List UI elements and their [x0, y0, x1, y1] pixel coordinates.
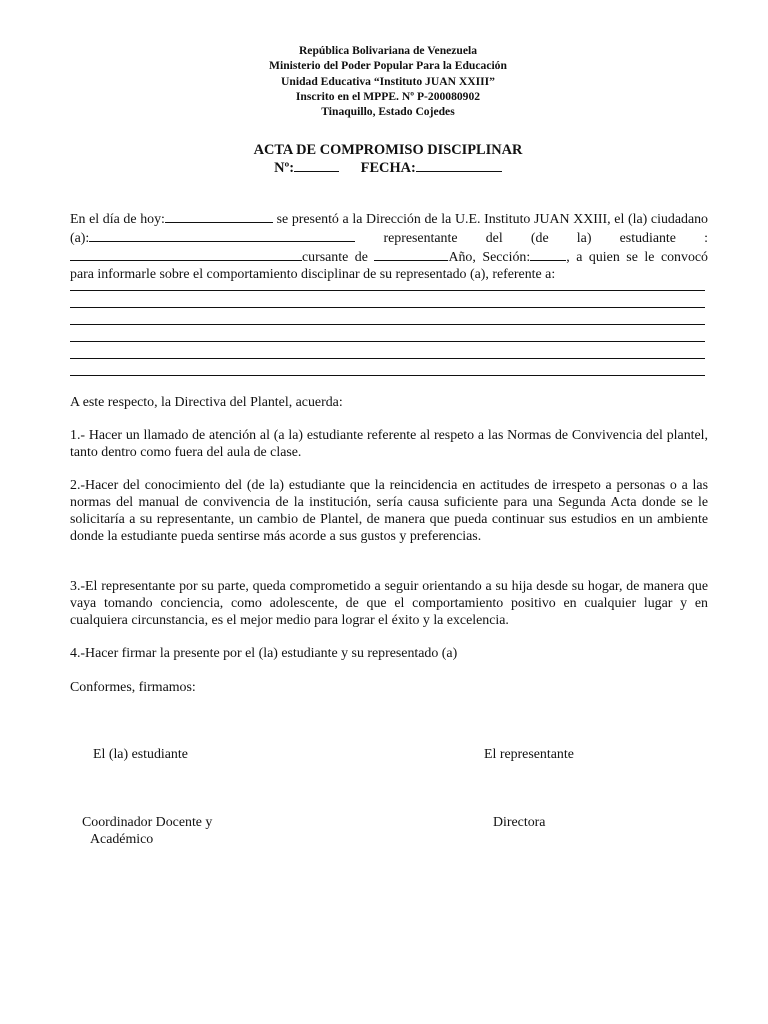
number-date-line — [0, 159, 768, 177]
intro-text-student: representante del (de la) estudiante : — [383, 230, 708, 246]
reason-line — [70, 324, 705, 325]
reason-line — [70, 375, 705, 376]
date-of-day-blank — [165, 210, 273, 223]
agreement-2: 2.-Hacer del conocimiento del (de la) estudiante que la reincidencia en actitudes de irrespeto a personas o a las normas del manual de convivencia de la institución, sería causa suficiente para una Segunda Acta donde se le solicitaría a su representante, un cambio de Plantel, de manera que pueda continuar sus estudios en un ambiente donde la estudiante pueda sentirse más acorde a sus gustos y preferencias. — [70, 478, 708, 544]
institution-header — [0, 43, 768, 119]
agreement-4: 4.-Hacer firmar la presente por el (la) estudiante y su representado (a) — [70, 646, 458, 661]
director-signature-label: Directora — [493, 815, 546, 830]
agreement-3: 3.-El representante por su parte, queda comprometido a seguir orientando a su hija desde su hogar, de manera que vaya tomando conciencia, como adolescente, de que el comportamiento positivo en cualquier lugar y en cualquiera circunstancia, es el mejor medio para lograr el éxito y la excelencia. — [70, 579, 708, 628]
reason-line — [70, 307, 705, 308]
intro-paragraph — [70, 210, 708, 284]
header-country: República Bolivariana de Venezuela — [298, 44, 478, 57]
document-title: ACTA DE COMPROMISO DISCIPLINAR — [253, 142, 523, 158]
intro-text-date: En el día de hoy: — [70, 212, 165, 227]
reason-line — [70, 358, 705, 359]
agreement-1: 1.- Hacer un llamado de atención al (a la) estudiante referente al respeto a las Normas de Convivencia del plantel, tanto dentro como fuera del aula de clase. — [70, 428, 708, 460]
number-blank — [294, 159, 339, 172]
intro-text-reason: , a quien se le convocó para informarle sobre el comportamiento disciplinar de su representado (a), referente a: — [70, 249, 708, 282]
header-registration: Inscrito en el MPPE. Nº P-200080902 — [295, 89, 481, 103]
closing-text: Conformes, firmamos: — [70, 680, 196, 695]
coordinator-title-line1: Coordinador Docente y — [82, 815, 213, 830]
header-school: Unidad Educativa “Instituto JUAN XXIII” — [281, 74, 495, 88]
intro-text-citizen: se presentó a la Dirección de la U.E. Instituto JUAN XXIII, el (la) ciudadano (a): — [70, 212, 709, 246]
header-location: Tinaquillo, Estado Cojedes — [321, 105, 455, 119]
date-label: FECHA: — [360, 160, 416, 176]
intro-text-year: cursante de — [302, 249, 368, 265]
coordinator-signature-label — [82, 814, 212, 848]
coordinator-title-line2: Académico — [90, 832, 154, 847]
intro-text-section: Año, Sección: — [448, 249, 531, 265]
reason-line — [70, 341, 705, 342]
student-signature-label: El (la) estudiante — [93, 747, 188, 762]
citizen-name-blank — [89, 229, 355, 242]
date-blank — [416, 159, 502, 172]
header-ministry: Ministerio del Poder Popular Para la Educación — [269, 59, 507, 73]
resolution-intro: A este respecto, la Directiva del Plantel, acuerda: — [70, 395, 343, 410]
student-name-blank — [70, 248, 302, 261]
representative-signature-label: El representante — [484, 747, 574, 762]
section-blank — [530, 248, 566, 261]
number-label: Nº: — [274, 160, 295, 176]
year-blank — [374, 248, 448, 261]
document-title-block — [0, 141, 768, 177]
reason-line — [70, 290, 705, 291]
